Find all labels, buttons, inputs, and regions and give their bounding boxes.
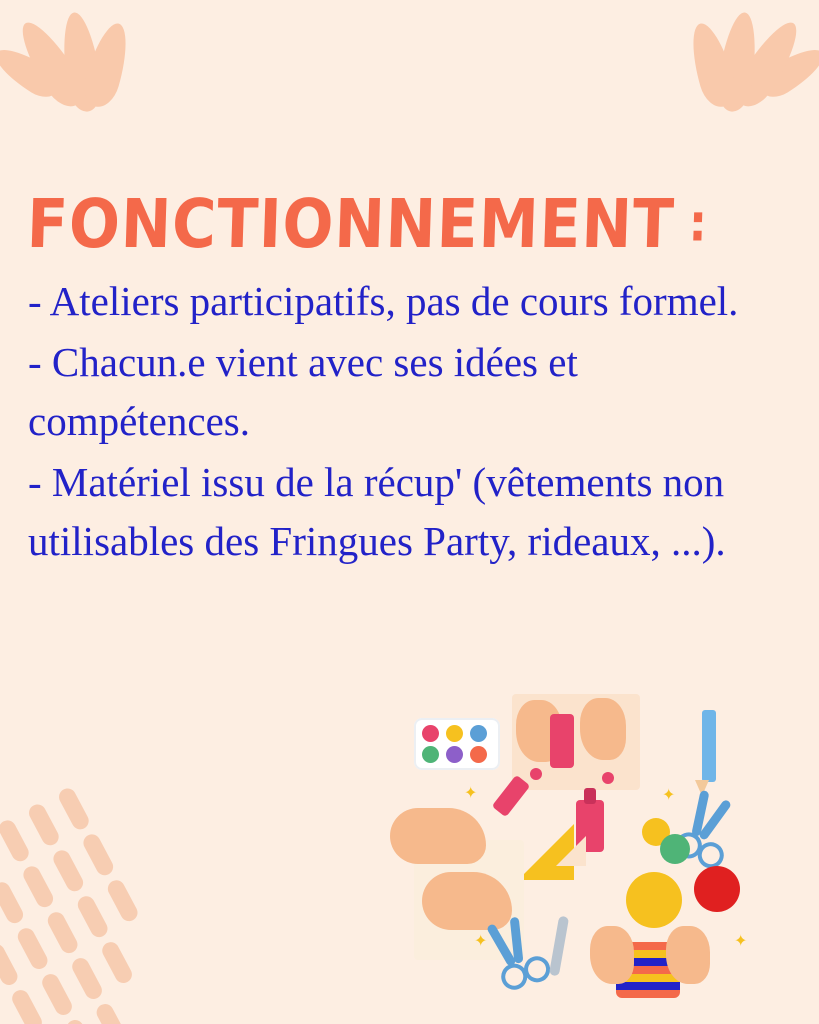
body-line: - Chacun.e vient avec ses idées et compétences. [28, 339, 578, 445]
dash-mark [15, 925, 51, 972]
palette-dot [446, 746, 463, 763]
pencil-body [702, 710, 716, 782]
palette-dot [422, 725, 439, 742]
yarn-ball-icon [626, 872, 682, 928]
dash-mark [99, 939, 135, 986]
sparkle-icon: ✦ [464, 785, 478, 802]
marker-icon [492, 775, 531, 818]
dash-mark [69, 955, 105, 1002]
dash-mark [0, 879, 26, 926]
top-right-leaf-cluster [665, 8, 815, 138]
palette-dot [470, 725, 487, 742]
decor-dot [602, 772, 614, 784]
sparkle-icon: ✦ [734, 933, 748, 950]
dash-mark [50, 847, 86, 894]
page-title-colon: : [687, 192, 710, 253]
dash-mark [56, 785, 92, 832]
page-title-text: FONCTIONNEMENT [25, 185, 676, 265]
palette-dot [422, 746, 439, 763]
glue-bottle-icon [550, 714, 574, 768]
dash-mark [9, 987, 45, 1024]
dash-mark [26, 801, 62, 848]
hands-icon [390, 808, 486, 864]
decor-dot [530, 768, 542, 780]
dash-mark [94, 1001, 130, 1024]
sparkle-icon: ✦ [474, 933, 488, 950]
button-piece [660, 834, 690, 864]
dash-mark [80, 831, 116, 878]
palette-dot [470, 746, 487, 763]
craft-supplies-illustration [404, 690, 804, 1020]
body-text-block [28, 272, 788, 573]
palette-dot [446, 725, 463, 742]
glue-bottle-cap [584, 788, 596, 804]
dash-mark [20, 863, 56, 910]
body-line: - Ateliers participatifs, pas de cours formel. [28, 278, 739, 324]
dash-mark [39, 971, 75, 1018]
triangle-ruler-inner [556, 836, 586, 866]
triangle-ruler-icon [518, 824, 574, 880]
hands-icon [666, 926, 710, 984]
body-line: - Matériel issu de la récup' (vêtements non utilisables des Fringues Party, rideaux, ...). [28, 459, 726, 565]
dash-mark [75, 893, 111, 940]
dash-mark [0, 941, 20, 988]
hands-icon [580, 698, 626, 760]
buttons-icon [642, 818, 696, 868]
dash-mark [45, 909, 81, 956]
yarn-ball-icon [694, 866, 740, 912]
hands-icon [590, 926, 634, 984]
dash-mark [105, 877, 141, 924]
page-title [25, 185, 710, 265]
dash-mark [0, 817, 32, 864]
paint-palette-icon [414, 718, 500, 770]
top-left-leaf-cluster [4, 8, 154, 138]
sparkle-icon: ✦ [662, 787, 676, 804]
needle-icon [549, 916, 569, 977]
dash-mark [0, 833, 2, 880]
dash-pattern-decoration [0, 740, 274, 1024]
dash-mark [64, 1017, 100, 1024]
